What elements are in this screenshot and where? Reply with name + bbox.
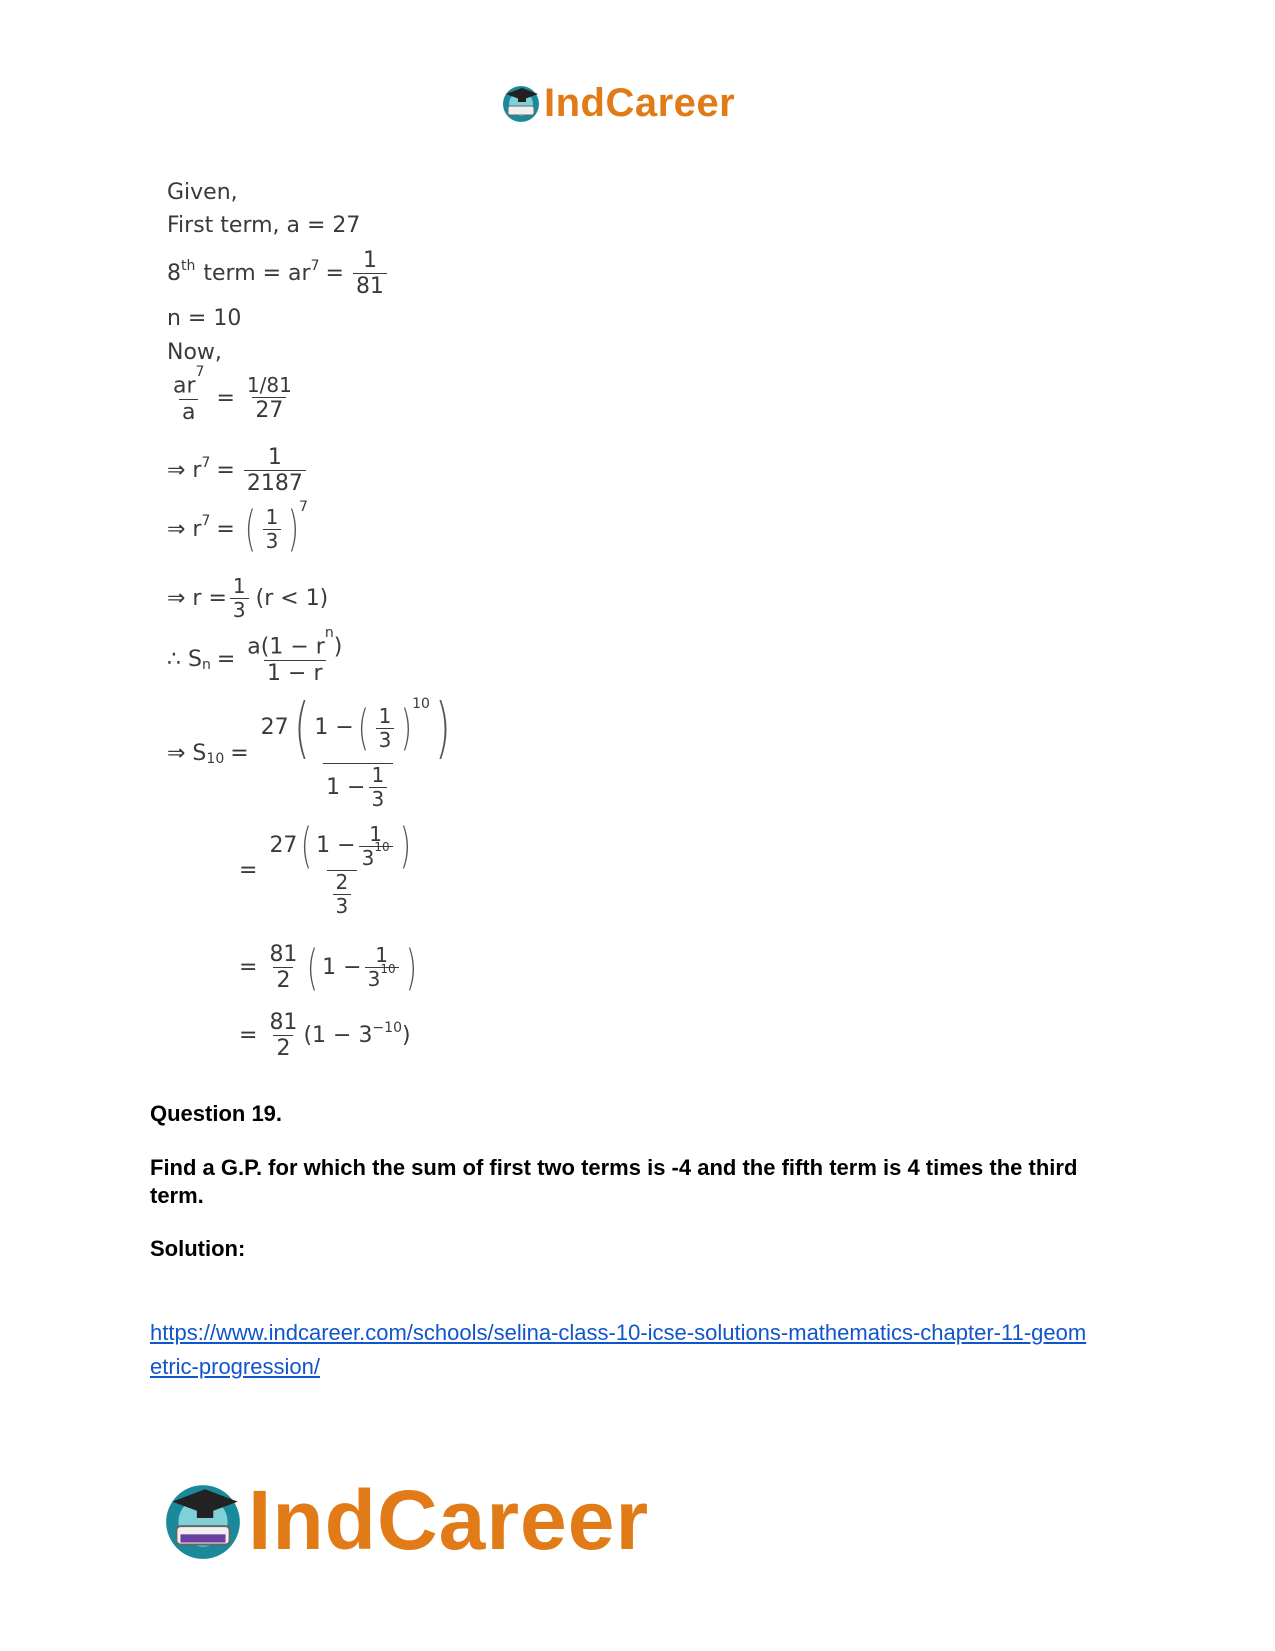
exp-7d: 7 bbox=[201, 513, 211, 529]
given-text: Given, bbox=[167, 180, 238, 205]
step-2-fraction: 27 ( 1 − $\frac{1}{3^{10}}$ ) $\frac{2}{3}$ bbox=[269, 818, 411, 918]
den-3f: 3 bbox=[333, 894, 352, 918]
first-term-text: First term, a = 27 bbox=[167, 213, 361, 238]
num-81: 81 bbox=[269, 942, 298, 967]
r7-power-line: ⇒ r $^7$ = ( $\frac{1}{3}$ ) $^7$ bbox=[167, 499, 308, 557]
eighth-rest: term = ar bbox=[203, 261, 311, 287]
den-2: 2 bbox=[273, 967, 293, 993]
one-minus-b: 1 − bbox=[326, 774, 366, 800]
given-line bbox=[167, 180, 238, 205]
th-sup: th bbox=[181, 257, 196, 274]
implies-r2: ⇒ r bbox=[167, 516, 202, 542]
den-81: 81 bbox=[353, 273, 387, 299]
implies-s: ⇒ S bbox=[167, 740, 207, 766]
one-minus-c: 1 − bbox=[316, 833, 356, 859]
eighty-one-halves-b bbox=[266, 1010, 300, 1062]
r7-line: ⇒ r $^7$ = $\frac{1}{2187}$ bbox=[167, 445, 309, 497]
one-third-c bbox=[376, 705, 395, 752]
num-1e: 1 bbox=[232, 574, 246, 598]
final-exp: −10 bbox=[372, 1019, 402, 1036]
graduation-cap-icon bbox=[160, 1477, 246, 1563]
den-2187: 2187 bbox=[244, 470, 306, 496]
two-thirds bbox=[333, 871, 352, 918]
step-2-line: = 27 ( 1 − $\frac{1}{3^{10}}$ ) $\frac{2}{3}$ bbox=[233, 822, 420, 918]
num-1: 1 bbox=[362, 248, 377, 273]
sn-formula-line: ∴ S $_n$ = $\frac{a(1 - r^n)}{1 - r}$ bbox=[167, 633, 348, 686]
den-27: 27 bbox=[252, 397, 286, 423]
implies-r: ⇒ r bbox=[167, 458, 202, 484]
one-third-d bbox=[369, 764, 388, 811]
source-link-line2[interactable]: etric-progression/ bbox=[150, 1354, 320, 1379]
solution-label: Solution: bbox=[150, 1236, 246, 1261]
num-1h: 1 bbox=[369, 821, 382, 846]
eighty-one-halves bbox=[266, 942, 300, 994]
num-1c: 1 bbox=[267, 445, 282, 470]
now-text: Now, bbox=[167, 340, 222, 365]
den-3c: 3 bbox=[376, 728, 395, 752]
s10-line: ⇒ S $_{10}$ = 27 ( 1 − ( $\frac{1}{3}$ ) $^{10}$ ) 1 − $\frac{1}{3}$ bbox=[167, 695, 462, 811]
exp-7c: 7 bbox=[201, 454, 211, 471]
graduation-cap-icon bbox=[500, 82, 542, 124]
den-3g: 3 bbox=[367, 967, 381, 992]
exp-10: 10 bbox=[412, 695, 430, 712]
source-link-line1[interactable]: https://www.indcareer.com/schools/selina-class-10-icse-solutions-mathematics-chapter-11-geom bbox=[150, 1320, 1087, 1345]
final-tail: (1 − 3 bbox=[303, 1023, 373, 1049]
r-line bbox=[167, 575, 328, 622]
den-3b: 3 bbox=[230, 598, 249, 622]
den-3e: 3 bbox=[361, 845, 375, 870]
s10-fraction: 27 ( 1 − ( $\frac{1}{3}$ ) $^{10}$ ) 1 − $\frac{1}{3}$ bbox=[260, 689, 451, 811]
ar7-over-a bbox=[170, 364, 207, 425]
one-minus: 1 − bbox=[314, 715, 354, 741]
den-3: 3 bbox=[263, 529, 282, 553]
exp-10c: 10 bbox=[380, 961, 396, 976]
den-3d: 3 bbox=[369, 787, 388, 811]
num-1i: 1 bbox=[375, 943, 388, 968]
sub-10: 10 bbox=[206, 751, 225, 767]
one-minus-d: 1 − bbox=[322, 955, 362, 981]
exp-7e: 7 bbox=[299, 499, 308, 515]
final-close: ) bbox=[401, 1023, 411, 1049]
sub-n: n bbox=[201, 657, 211, 674]
logo-text: IndCareer bbox=[544, 80, 736, 125]
num-27: 27 bbox=[260, 715, 289, 741]
num-1b: 1 bbox=[246, 372, 260, 397]
num-2: 2 bbox=[335, 870, 349, 894]
one-over-2187 bbox=[244, 445, 306, 497]
num-27b: 27 bbox=[269, 833, 298, 859]
den-2b: 2 bbox=[273, 1035, 293, 1061]
question-text-line2: term. bbox=[150, 1183, 204, 1208]
sn-close: ) bbox=[333, 634, 343, 660]
num-1d: 1 bbox=[265, 504, 279, 529]
r-condition: (r < 1) bbox=[255, 586, 329, 611]
first-term-line bbox=[167, 213, 360, 238]
num-81b: 81 bbox=[269, 1010, 298, 1035]
question-text-line1: Find a G.P. for which the sum of first two terms is -4 and the fifth term is 4 times the third bbox=[150, 1155, 1078, 1180]
sn-num-sup: n bbox=[324, 625, 334, 641]
eighth-number: 8 bbox=[167, 261, 181, 287]
r-equals: ⇒ r = bbox=[167, 586, 227, 611]
a-text: a bbox=[179, 399, 198, 425]
den-81b: 81 bbox=[266, 372, 292, 397]
footer-logo-text: IndCareer bbox=[248, 1472, 650, 1567]
step-4-line: = $\frac{81}{2}$ (1 − 3 $^{-10}$ ) bbox=[239, 1010, 411, 1062]
compound-fraction: $\frac{1/81}{27}$ bbox=[246, 372, 292, 423]
header-logo bbox=[500, 78, 735, 128]
exp-7: 7 bbox=[310, 257, 320, 274]
step-3-line: = $\frac{81}{2}$ ( 1 − $\frac{1}{3^{10}}$ ) bbox=[239, 939, 417, 996]
sn-num: a(1 − r bbox=[247, 634, 325, 660]
eighth-term-line: 8 $^{th}$ term = ar $^7$ = $\frac{1}{81}$ bbox=[167, 248, 390, 300]
one-third-b bbox=[230, 575, 249, 622]
footer-logo bbox=[160, 1470, 649, 1570]
exp-10b: 10 bbox=[374, 839, 390, 854]
ar-text: ar bbox=[173, 373, 196, 399]
now-line bbox=[167, 340, 222, 365]
therefore-s: ∴ S bbox=[167, 646, 202, 672]
one-over-81 bbox=[353, 248, 387, 300]
sn-den: 1 − r bbox=[264, 660, 325, 686]
num-1g: 1 bbox=[371, 763, 385, 787]
num-1f: 1 bbox=[378, 703, 392, 728]
one-over-3-10 bbox=[359, 823, 393, 870]
one-third bbox=[263, 506, 282, 553]
n-line bbox=[167, 306, 241, 331]
ratio-line: $\frac{ar^7}{a}$ = $\frac{1/81}{27}$ bbox=[167, 372, 298, 425]
question-number: Question 19. bbox=[150, 1101, 283, 1126]
exp-7b: 7 bbox=[195, 364, 205, 380]
n-text: n = 10 bbox=[167, 306, 242, 331]
one-over-3-10b bbox=[365, 944, 399, 991]
